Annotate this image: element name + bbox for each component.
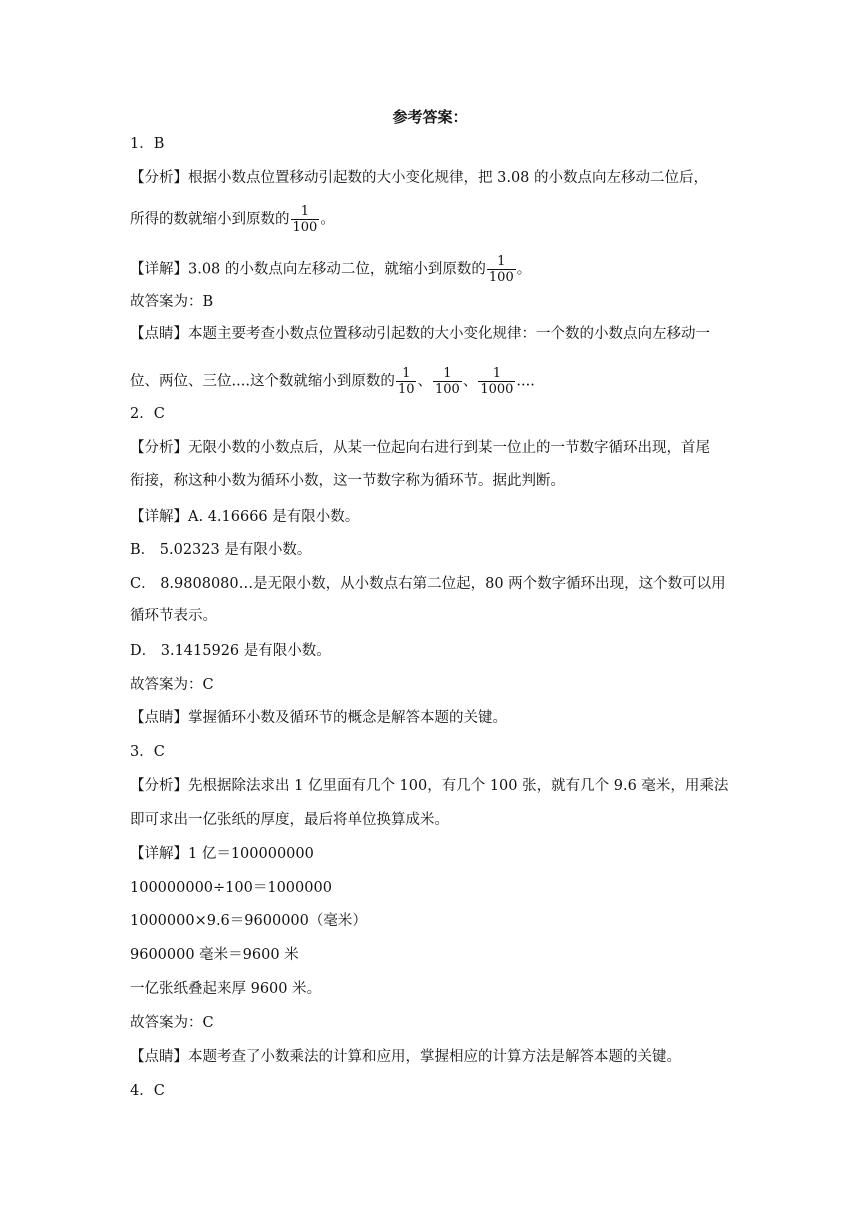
q1-detail-text: 【详解】3.08 的小数点向左移动二位，就缩小到原数的: [130, 261, 486, 278]
q1-fraction-1-100: [291, 204, 320, 235]
q2-detail-a: 【详解】A. 4.16666 是有限小数。: [130, 509, 360, 525]
page-title: 参考答案：: [392, 108, 468, 126]
q3-detail-line-5: 一亿张纸叠起来厚 9600 米。: [130, 981, 322, 997]
period: 。: [320, 211, 335, 228]
fraction-numerator: 1: [497, 254, 506, 269]
q1-detail-line: [130, 254, 750, 285]
q2-detail-b: B． 5.02323 是有限小数。: [130, 542, 312, 558]
q2-heading: 2．C: [130, 406, 165, 422]
q1-analysis-text: 所得的数就缩小到原数的: [130, 211, 290, 228]
ellipsis: ....: [516, 373, 535, 390]
q3-comment: 【点睛】本题考查了小数乘法的计算和应用，掌握相应的计算方法是解答本题的关键。: [130, 1049, 681, 1065]
q1-answer: 故答案为：B: [130, 294, 214, 310]
q1-comment-line-2: [130, 366, 750, 397]
fraction-denominator: 100: [292, 220, 318, 235]
fraction-numerator: 1: [443, 366, 452, 381]
q1-analysis-line-1: 【分析】根据小数点位置移动引起数的大小变化规律，把 3.08 的小数点向左移动二位后，: [130, 170, 708, 186]
q1-fraction-1-1000: [478, 366, 515, 397]
q3-analysis-line-2: 即可求出一亿张纸的厚度，最后将单位换算成米。: [130, 812, 449, 828]
q1-comment-text: 位、两位、三位....这个数就缩小到原数的: [130, 373, 395, 390]
q3-answer: 故答案为：C: [130, 1015, 214, 1031]
fraction-denominator: 100: [488, 270, 514, 285]
period: 。: [516, 261, 532, 278]
fraction-denominator: 100: [434, 382, 460, 397]
q3-detail-line-3: 1000000×9.6＝9600000（毫米）: [130, 913, 367, 929]
q3-detail-line-1: 【详解】1 亿＝100000000: [130, 846, 314, 862]
q2-analysis-line-1: 【分析】无限小数的小数点后，从某一位起向右进行到某一位止的一节数字循环出现，首尾: [130, 440, 710, 456]
q2-answer: 故答案为：C: [130, 677, 214, 693]
q2-analysis-line-2: 衔接，称这种小数为循环小数，这一节数字称为循环节。据此判断。: [130, 473, 565, 489]
q3-detail-line-4: 9600000 毫米＝9600 米: [130, 947, 299, 963]
fraction-numerator: 1: [402, 366, 411, 381]
fraction-denominator: 1000: [480, 382, 514, 397]
separator: 、: [462, 373, 478, 390]
fraction-numerator: 1: [300, 204, 310, 219]
q2-comment: 【点睛】掌握循环小数及循环节的概念是解答本题的关键。: [130, 710, 507, 726]
q4-heading: 4．C: [130, 1083, 165, 1099]
q2-detail-c-line-1: C． 8.9808080…是无限小数，从小数点右第二位起，80 两个数字循环出现，这个数可以用: [130, 576, 726, 592]
q1-analysis-line-2: [130, 204, 750, 235]
q2-detail-c-line-2: 循环节表示。: [130, 608, 217, 624]
q1-fraction-1-100: [433, 366, 462, 397]
q3-detail-line-2: 100000000÷100＝1000000: [130, 880, 332, 896]
q3-analysis-line-1: 【分析】先根据除法求出 1 亿里面有几个 100，有几个 100 张，就有几个 9.6 毫米，用乘法: [130, 778, 729, 794]
q1-fraction-1-10: [396, 366, 417, 397]
q3-heading: 3．C: [130, 744, 165, 760]
fraction-numerator: 1: [492, 366, 501, 381]
q2-detail-d: D． 3.1415926 是有限小数。: [130, 643, 331, 659]
fraction-denominator: 10: [397, 382, 415, 397]
separator: 、: [417, 373, 432, 390]
q1-comment-line-1: 【点睛】本题主要考查小数点位置移动引起数的大小变化规律：一个数的小数点向左移动一: [130, 326, 710, 342]
q1-detail-fraction-1-100: [487, 254, 516, 285]
q1-heading: 1．B: [130, 136, 165, 152]
